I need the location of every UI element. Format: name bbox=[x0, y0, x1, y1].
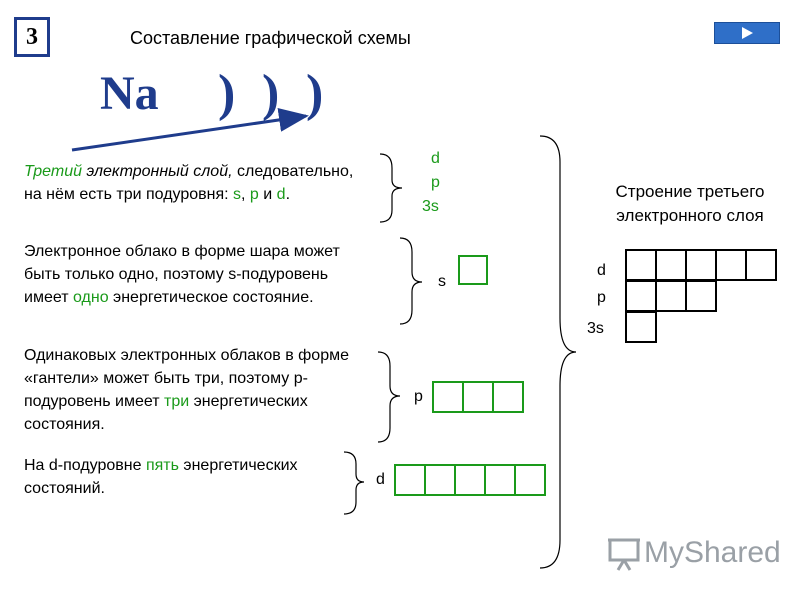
structure-label-d: d bbox=[597, 262, 606, 279]
paragraph-sublevels bbox=[24, 160, 370, 206]
structure-s-row bbox=[625, 311, 655, 343]
structure-cell bbox=[625, 311, 657, 343]
structure-label-3s: 3s bbox=[587, 320, 604, 337]
shell-2: ) bbox=[262, 65, 280, 122]
orbital-cell bbox=[514, 464, 546, 496]
orbital-cell bbox=[492, 381, 524, 413]
word-third: Третий bbox=[24, 163, 82, 180]
brace-p bbox=[378, 352, 400, 442]
paragraph-s-sublevel bbox=[24, 240, 370, 309]
slide-number: 3 bbox=[14, 17, 50, 57]
shell-3: ) bbox=[306, 65, 324, 122]
structure-cell bbox=[655, 249, 687, 281]
structure-d-row bbox=[625, 249, 775, 281]
logo-text: MyShared bbox=[644, 536, 781, 569]
orbital-cell bbox=[458, 255, 488, 285]
pointer-arrow bbox=[72, 116, 306, 150]
presentation-board-icon bbox=[606, 534, 644, 572]
paragraph-p-sublevel bbox=[24, 344, 370, 436]
structure-caption bbox=[592, 180, 788, 228]
brace-big bbox=[540, 136, 576, 568]
p2-green: одно bbox=[72, 289, 109, 306]
orbital-cell bbox=[394, 464, 426, 496]
label-top-3s: 3s bbox=[422, 198, 439, 215]
p1-rest: электронный слой, bbox=[81, 163, 233, 180]
p-orbital-boxes bbox=[432, 381, 522, 413]
orbital-cell bbox=[432, 381, 464, 413]
p3-text: Одинаковых электронных облаков в форме «гантели» может быть три, поэтому p-подуровень имеет bbox=[24, 347, 349, 410]
orbital-cell bbox=[484, 464, 516, 496]
p1-and: и bbox=[258, 186, 277, 203]
brace-top bbox=[380, 154, 402, 222]
p2-text: Электронное облако в форме шара может быть только одно, поэтому s-подуровень имеет bbox=[24, 243, 340, 306]
p2-end: энергетическое состояние. bbox=[108, 289, 314, 306]
structure-cell bbox=[655, 280, 687, 312]
s-orbital-boxes bbox=[458, 255, 486, 285]
p4-green: пять bbox=[145, 457, 179, 474]
structure-cell bbox=[685, 249, 717, 281]
p1-sep: , bbox=[241, 186, 250, 203]
label-p: p bbox=[414, 388, 423, 405]
p1-s: s bbox=[233, 186, 242, 203]
label-s: s bbox=[438, 273, 446, 290]
label-d: d bbox=[376, 471, 385, 488]
watermark-logo bbox=[606, 534, 781, 572]
p1-end: . bbox=[285, 186, 291, 203]
p1-p: p bbox=[249, 186, 259, 203]
d-orbital-boxes bbox=[394, 464, 544, 496]
orbital-cell bbox=[462, 381, 494, 413]
p4-text: На d-подуровне bbox=[24, 457, 146, 474]
structure-cell bbox=[715, 249, 747, 281]
structure-label-p: p bbox=[597, 289, 606, 306]
p1-line2: следовательно, на нём есть три подуровня: bbox=[24, 163, 354, 203]
paragraph-d-sublevel bbox=[24, 454, 370, 500]
p3-green: три bbox=[163, 393, 190, 410]
p3-end: энергетических состояния. bbox=[24, 393, 308, 433]
label-top-p: p bbox=[431, 174, 440, 191]
element-symbol: Na bbox=[100, 67, 159, 120]
shell-1: ) bbox=[218, 65, 236, 122]
structure-cell bbox=[625, 280, 657, 312]
slide-title: Составление графической схемы bbox=[130, 28, 411, 48]
label-top-d: d bbox=[431, 150, 440, 167]
structure-cell bbox=[625, 249, 657, 281]
caption-line-2: электронного слоя bbox=[616, 206, 764, 225]
structure-cell bbox=[745, 249, 777, 281]
brace-s bbox=[400, 238, 422, 324]
structure-p-row bbox=[625, 280, 715, 312]
orbital-cell bbox=[454, 464, 486, 496]
p4-end: энергетических состояний. bbox=[24, 457, 298, 497]
p1-d: d bbox=[276, 186, 286, 203]
caption-line-1: Строение третьего bbox=[615, 182, 765, 201]
orbital-cell bbox=[424, 464, 456, 496]
structure-cell bbox=[685, 280, 717, 312]
